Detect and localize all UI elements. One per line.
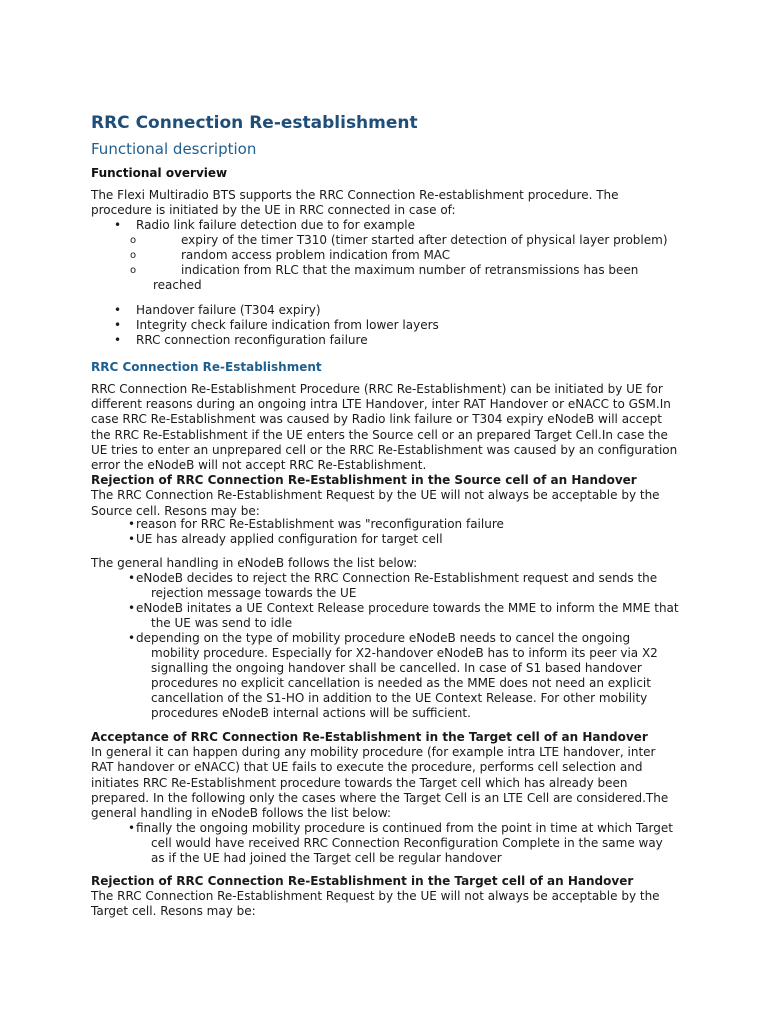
list-item-rlf: Radio link failure detection due to for example — [136, 218, 416, 232]
bullet-dot-icon: • — [114, 318, 122, 332]
list-item: eNodeB decides to reject the RRC Connection Re-Establishment request and sends the — [136, 571, 658, 585]
page-title: RRC Connection Re-establishment — [91, 113, 418, 133]
bullet-dot-icon: • — [128, 532, 136, 546]
list-item-continuation: cell would have received RRC Connection Reconfiguration Complete in the same way — [151, 836, 663, 850]
subsection-heading-functional-overview: Functional overview — [91, 166, 228, 180]
reestablishment-paragraph: RRC Connection Re-Establishment Procedure (RRC Re-Establishment) can be initiated by UE for different reasons during an ongoing intra LTE Handover, inter RAT Handover or eNACC to GSM.In case RRC Re-Establishment was caused by Radio link failure or T304 expiry eNodeB will accept the RRC Re-Establishment if the UE enters the Source cell or an prepared Target Cell.In case the UE tries to enter an unprepared cell or the RRC Re-Establishment was caused by an configuration error the eNodeB will not accept RRC Re-Establishment. Rejection of RRC Connection Re-Establishment in the Source cell of an Handover The RRC Connection Re-Establishment Request by the UE will not always be acceptable by the Source cell. Resons may be: — [91, 382, 691, 519]
list-item-continuation: mobility procedure. Especially for X2-handover eNodeB has to inform its peer via X2 — [151, 646, 658, 660]
list-item: depending on the type of mobility procedure eNodeB needs to cancel the ongoing — [136, 631, 631, 645]
list-item-continuation: cancellation of the S1-HO in addition to the UE Context Release. For other mobility — [151, 691, 648, 705]
intro-paragraph: The Flexi Multiradio BTS supports the RRC Connection Re-establishment procedure. The procedure is initiated by the UE in RRC connected in case of: — [91, 188, 619, 218]
list-item: Integrity check failure indication from lower layers — [136, 318, 439, 332]
acceptance-section: Acceptance of RRC Connection Re-Establishment in the Target cell of an Handover In general it can happen during any mobility procedure (for example intra LTE handover, inter RAT handover or eNACC) that UE fails to execute the procedure, performs cell selection and initiates RRC Re-Establishment procedure towards the Target cell which has already been prepared. In the following only the cases where the Target Cell is an LTE Cell are considered.The general handling in eNodeB follows the list below: — [91, 730, 691, 821]
bullet-dot-icon: • — [114, 303, 122, 317]
bullet-dot-icon: • — [128, 517, 136, 531]
section-heading-functional-description: Functional description — [91, 140, 257, 158]
heading-rejection-source: Rejection of RRC Connection Re-Establishment in the Source cell of an Handover — [91, 473, 637, 488]
circle-bullet-icon: o — [130, 235, 137, 246]
heading-rejection-target: Rejection of RRC Connection Re-Establishment in the Target cell of an Handover — [91, 874, 634, 888]
list-item-continuation: the UE was send to idle — [151, 616, 293, 630]
rejection-target-section: Rejection of RRC Connection Re-Establishment in the Target cell of an Handover The RRC Connection Re-Establishment Request by the UE will not always be acceptable by the Target cell. Resons may be: — [91, 874, 691, 920]
list-item: UE has already applied configuration for target cell — [136, 532, 443, 546]
bullet-dot-icon: • — [114, 333, 122, 347]
list-item: Handover failure (T304 expiry) — [136, 303, 321, 317]
heading-acceptance-target: Acceptance of RRC Connection Re-Establishment in the Target cell of an Handover — [91, 730, 648, 744]
list-item-continuation: procedures no explicit cancellation is needed as the MME does not need an explicit — [151, 676, 651, 690]
section-heading-rrc-reestablishment: RRC Connection Re-Establishment — [91, 360, 322, 374]
bullet-dot-icon: • — [114, 218, 122, 232]
bullet-dot-icon: • — [128, 601, 136, 615]
list-item: RRC connection reconfiguration failure — [136, 333, 368, 347]
sub-list-item-continuation: reached — [153, 278, 202, 292]
sub-list-item: expiry of the timer T310 (timer started after detection of physical layer problem) — [181, 233, 668, 247]
list-item: eNodeB initates a UE Context Release procedure towards the MME to inform the MME that — [136, 601, 679, 615]
list-item: finally the ongoing mobility procedure is continued from the point in time at which Target — [136, 821, 673, 835]
bullet-dot-icon: • — [128, 631, 136, 645]
general-handling-text: The general handling in eNodeB follows the list below: — [91, 556, 418, 570]
list-item-continuation: signalling the ongoing handover shall be cancelled. In case of S1 based handover — [151, 661, 642, 675]
list-item-continuation: procedures eNodeB internal actions will be sufficient. — [151, 706, 471, 720]
bullet-dot-icon: • — [128, 571, 136, 585]
list-item-continuation: rejection message towards the UE — [151, 586, 357, 600]
sub-list-item: random access problem indication from MAC — [181, 248, 451, 262]
list-item: reason for RRC Re-Establishment was "reconfiguration failure — [136, 517, 504, 531]
circle-bullet-icon: o — [130, 265, 137, 276]
list-item-continuation: as if the UE had joined the Target cell be regular handover — [151, 851, 502, 865]
sub-list-item: indication from RLC that the maximum number of retransmissions has been — [181, 263, 639, 277]
bullet-dot-icon: • — [128, 821, 136, 835]
circle-bullet-icon: o — [130, 250, 137, 261]
